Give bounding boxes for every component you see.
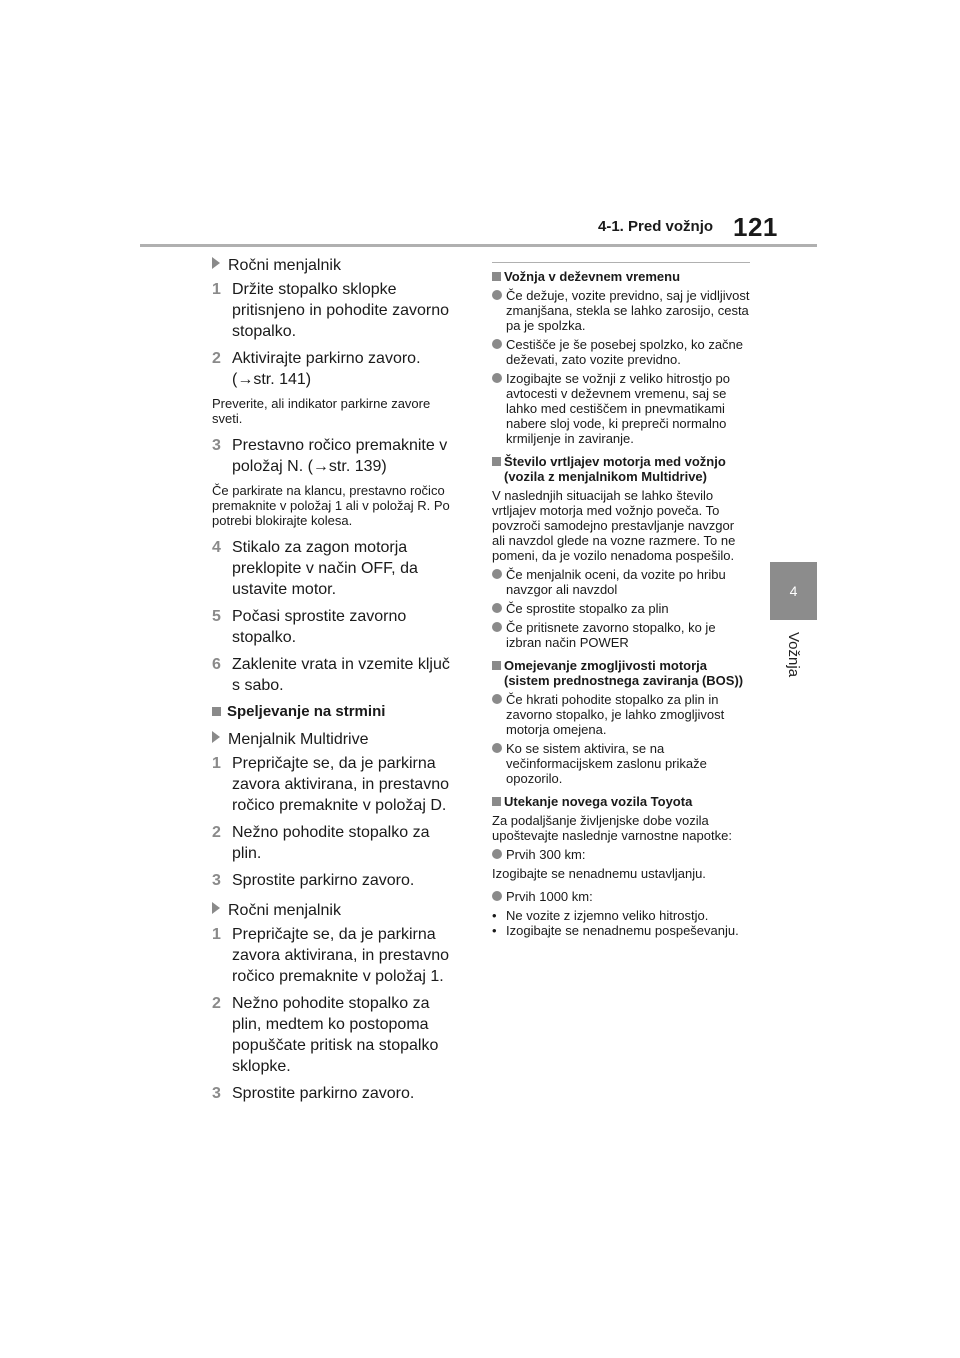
step: 1 Prepričajte se, da je parkirna zavora aktivirana, in prestavno ročico premaknite v položaj 1.: [212, 926, 449, 985]
heading-rain: Vožnja v deževnem vremenu: [492, 269, 750, 284]
square-icon: [492, 661, 501, 670]
triangle-icon: [212, 902, 220, 914]
bullet: Prvih 1000 km:: [492, 889, 750, 904]
section-heading-slope: Speljevanje na strmini: [212, 702, 462, 721]
step: 1 Prepričajte se, da je parkirna zavora aktivirana, in prestavno ročico premaknite v položaj D.: [212, 755, 449, 814]
paragraph: Izogibajte se nenadnemu ustavljanju.: [492, 866, 706, 881]
step: 2 Nežno pohodite stopalko za plin, medtem ko postopoma popuščate pritisk na stopalko sklopke.: [212, 995, 439, 1075]
subheading-manual-slope: Ročni menjalnik: [212, 901, 462, 921]
bullet: Če menjalnik oceni, da vozite po hribu navzgor ali navzdol: [492, 567, 750, 597]
bullet-dot-icon: [492, 601, 506, 612]
bullet: Prvih 300 km:: [492, 847, 750, 862]
bullet-dot-icon: [492, 741, 506, 752]
square-icon: [212, 707, 221, 716]
paragraph: V naslednjih situacijah se lahko število vrtljajev motorja med vožnjo poveča. To povzroči samodejno prestavljanje navzgor ali navzdol glede na vozne razmere. To ne pomeni, da je vozilo nenadoma pospešilo.: [492, 488, 736, 563]
note: Preverite, ali indikator parkirne zavore sveti.: [212, 396, 431, 426]
step: 6 Zaklenite vrata in vzemite ključ s sabo.: [212, 656, 450, 694]
paragraph: Za podaljšanje življenjske dobe vozila upoštevajte naslednje varnostne napotke:: [492, 813, 732, 843]
bullet-dot-icon: [492, 692, 506, 703]
square-icon: [492, 272, 501, 281]
list-item: • Ne vozite z izjemno veliko hitrostjo.: [492, 908, 709, 923]
header-rule: [140, 244, 817, 247]
bullet-dot-icon: [492, 620, 506, 631]
heading-rpm: Število vrtljajev motorja med vožnjo (vozila z menjalnikom Multidrive): [492, 454, 750, 484]
triangle-icon: [212, 257, 220, 269]
step: 2 Aktivirajte parkirno zavoro. (→str. 141): [212, 350, 421, 388]
step: 3 Sprostite parkirno zavoro.: [212, 1085, 415, 1102]
step: 5 Počasi sprostite zavorno stopalko.: [212, 608, 407, 646]
square-icon: [492, 797, 501, 806]
bullet: Če pritisnete zavorno stopalko, ko je izbran način POWER: [492, 620, 750, 650]
bullet-dot-icon: [492, 337, 506, 348]
bullet-dot-icon: [492, 847, 506, 858]
chapter-tab: 4: [770, 562, 817, 620]
step: 3 Prestavno ročico premaknite v položaj N. (→str. 139): [212, 437, 448, 475]
heading-bos: Omejevanje zmogljivosti motorja (sistem prednostnega zaviranja (BOS)): [492, 658, 750, 688]
bullet-dot-icon: [492, 288, 506, 299]
list-item: • Izogibajte se nenadnemu pospeševanju.: [492, 923, 739, 938]
bullet: Če hkrati pohodite stopalko za plin in zavorno stopalko, je lahko zmogljivost motorja omejena.: [492, 692, 750, 737]
bullet: Če dežuje, vozite previdno, saj je vidljivost zmanjšana, stekla se lahko zarosijo, cesta pa je spolzka.: [492, 288, 750, 333]
bullet: Cestišče je še posebej spolzko, ko začne deževati, zato vozite previdno.: [492, 337, 750, 367]
triangle-icon: [212, 731, 220, 743]
step: 3 Sprostite parkirno zavoro.: [212, 872, 415, 889]
right-column: [492, 262, 750, 938]
square-icon: [492, 457, 501, 466]
bullet-dot-icon: [492, 371, 506, 382]
bullet-dot-icon: [492, 567, 506, 578]
left-column: [212, 256, 462, 1110]
heading-breakin: Utekanje novega vozila Toyota: [492, 794, 750, 809]
page-number: 121: [733, 212, 778, 242]
subheading-multidrive: Menjalnik Multidrive: [212, 730, 462, 750]
bullet: Ko se sistem aktivira, se na večinformacijskem zaslonu prikaže opozorilo.: [492, 741, 750, 786]
bullet-dot-icon: [492, 889, 506, 900]
subheading-manual: Ročni menjalnik: [212, 256, 462, 276]
section-title: 4-1. Pred vožnjo: [598, 218, 714, 235]
bullet: Če sprostite stopalko za plin: [492, 601, 750, 616]
step: 1 Držite stopalko sklopke pritisnjeno in pohodite zavorno stopalko.: [212, 281, 450, 340]
note: Če parkirate na klancu, prestavno ročico premaknite v položaj 1 ali v položaj R. Po potrebi blokirajte kolesa.: [212, 483, 450, 528]
column-rule: [492, 262, 750, 263]
step: 2 Nežno pohodite stopalko za plin.: [212, 824, 430, 862]
step: 4 Stikalo za zagon motorja preklopite v način OFF, da ustavite motor.: [212, 539, 418, 598]
bullet: Izogibajte se vožnji z veliko hitrostjo po avtocesti v deževnem vremenu, saj se lahko med cestiščem in pnevmatikami nabere sloj vode, ki prepreči normalno krmiljenje in zaviranje.: [492, 371, 750, 446]
chapter-label: Vožnja: [785, 632, 802, 678]
